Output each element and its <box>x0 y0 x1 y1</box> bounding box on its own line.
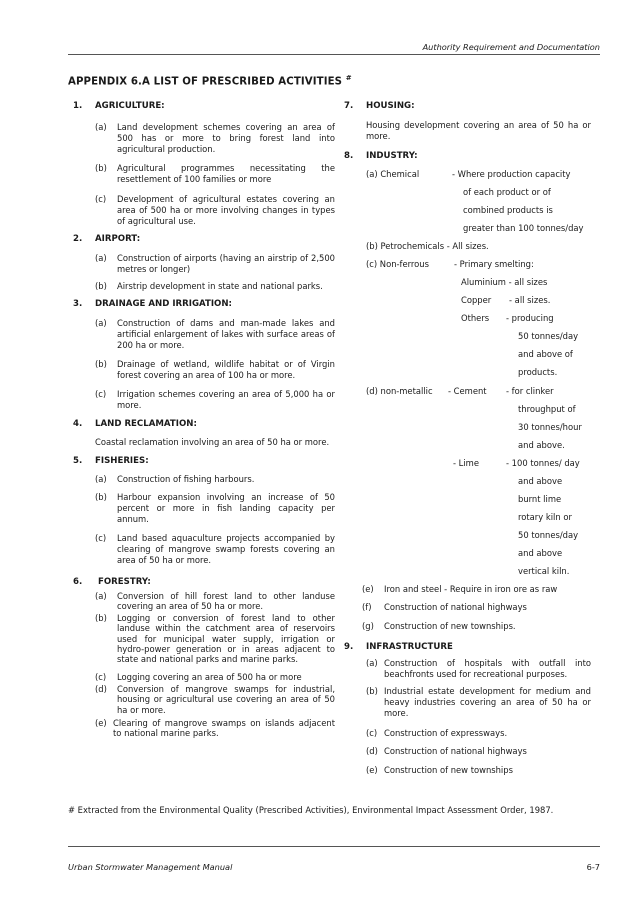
section-2-heading: 2. AIRPORT: <box>73 234 141 244</box>
industry-nonferrous-label: (c) Non-ferrous <box>366 259 429 269</box>
section-3-heading: 3. DRAINAGE AND IRRIGATION: <box>73 299 232 309</box>
industry-lime-text: burnt lime <box>518 494 562 504</box>
industry-lime-label: - Lime <box>453 458 479 468</box>
page-number: 6-7 <box>586 862 600 872</box>
industry-chemical-text: - Where production capacity <box>452 169 571 179</box>
section-7-heading: 7. HOUSING: <box>344 101 415 111</box>
industry-chemical-text: combined products is <box>463 205 553 215</box>
footer-title: Urban Stormwater Management Manual <box>68 862 233 872</box>
industry-others-text: 50 tonnes/day <box>518 331 579 341</box>
industry-others-label: Others <box>461 313 490 323</box>
section-6-heading: 6. FORESTRY: <box>73 577 151 587</box>
industry-nonferrous-text: - Primary smelting: <box>454 259 534 269</box>
industry-lime-text: rotary kiln or <box>518 512 572 522</box>
page-title: APPENDIX 6.A LIST OF PRESCRIBED ACTIVITIES # <box>68 74 352 88</box>
industry-chemical-text: of each product or of <box>463 187 551 197</box>
industry-others-text: products. <box>518 367 558 377</box>
section-9-heading: 9. INFRASTRUCTURE <box>344 642 453 652</box>
industry-cement-text: throughput of <box>518 404 576 414</box>
industry-cement-text: and above. <box>518 440 565 450</box>
section-7-text: Housing development covering an area of 50 ha or more. <box>366 120 591 142</box>
industry-lime-text: 50 tonnes/day <box>518 530 579 540</box>
industry-cement-text: 30 tonnes/hour <box>518 422 582 432</box>
industry-lime-text: and above <box>518 476 563 486</box>
running-header: Authority Requirement and Documentation <box>422 42 600 52</box>
industry-nonferrous-text: Aluminium - all sizes <box>461 277 548 287</box>
industry-copper-text: - all sizes. <box>509 295 551 305</box>
industry-chemical-label: (a) Chemical <box>366 169 420 179</box>
industry-lime-text: - 100 tonnes/ day <box>506 458 580 468</box>
footnote: # Extracted from the Environmental Quality (Prescribed Activities), Environmental Impact Assessment Order, 1987. <box>68 805 554 815</box>
industry-others-text: - producing <box>506 313 554 323</box>
industry-others-text: and above of <box>518 349 573 359</box>
industry-chemical-text: greater than 100 tonnes/day <box>463 223 584 233</box>
section-1-heading: 1. AGRICULTURE: <box>73 101 165 111</box>
section-5-heading: 5. FISHERIES: <box>73 456 149 466</box>
section-8-heading: 8. INDUSTRY: <box>344 151 418 161</box>
industry-petrochemicals: (b) Petrochemicals - All sizes. <box>366 241 489 251</box>
footer-rule <box>68 846 600 847</box>
industry-lime-text: and above <box>518 548 563 558</box>
header-rule <box>68 54 600 55</box>
industry-nonmetallic-label: (d) non-metallic <box>366 386 433 396</box>
section-4-text: Coastal reclamation involving an area of 50 ha or more. <box>95 437 330 447</box>
section-4-heading: 4. LAND RECLAMATION: <box>73 419 197 429</box>
industry-cement-text: - for clinker <box>506 386 554 396</box>
industry-lime-text: vertical kiln. <box>518 566 570 576</box>
industry-copper-label: Copper <box>461 295 492 305</box>
industry-cement-label: - Cement <box>448 386 487 396</box>
